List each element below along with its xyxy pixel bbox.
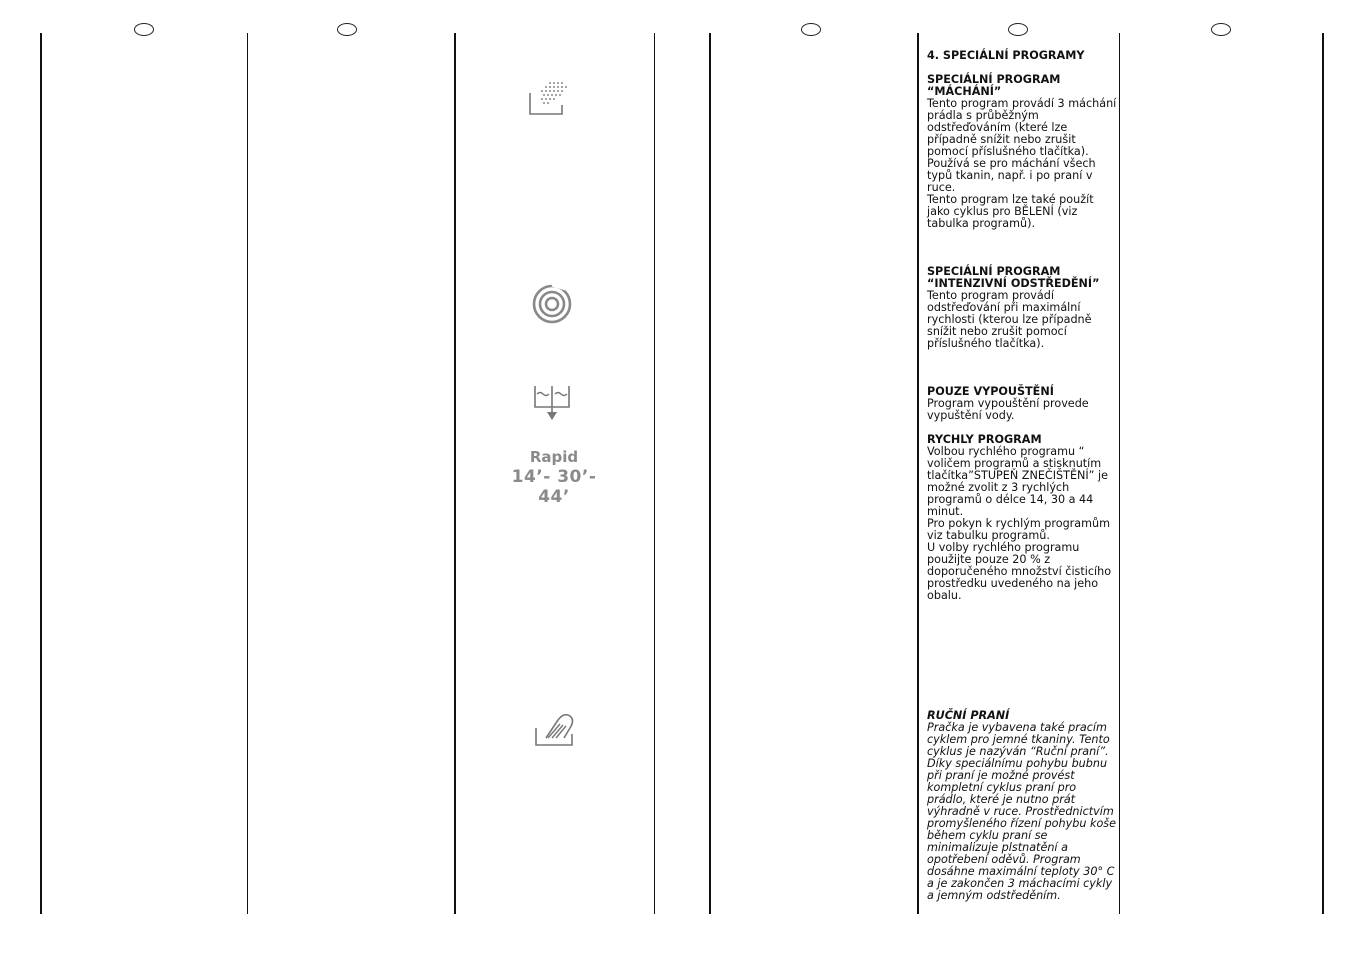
spin-heading-1: SPECIÁLNÍ PROGRAM bbox=[927, 265, 1061, 278]
rinse-heading-1: SPECIÁLNÍ PROGRAM bbox=[927, 73, 1061, 86]
quick-body-3: U volby rychlého programu použijte pouze 20 % z doporučeného množství čisticího prostředku uvedeného na jeho obalu. bbox=[927, 541, 1112, 602]
handwash-heading: RUČNÍ PRANÍ bbox=[927, 709, 1010, 722]
column-rule bbox=[1322, 33, 1324, 914]
spin-section bbox=[927, 266, 1117, 350]
rapid-times: 14’- 30’- 44’ bbox=[511, 467, 597, 507]
column-rule bbox=[1119, 33, 1120, 914]
handwash-body: Pračka je vybavena také pracím cyklem pro jemné tkaniny. Tento cyklus je nazýván “Ruční praní”. Díky speciálnímu pohybu bubnu při praní je možné provést kompletní cyklus praní pro prádlo, které je nutno prát výhradně v ruce. Prostřednictvím promyšleného řízení pohybu koše během cyklu praní se minimalizuje plstnatění a opotřebení oděvů. Program dosáhne maximální teploty 30° C a je zakončen 3 máchacími cykly a jemným odstředěním. bbox=[927, 721, 1117, 902]
handwash-icon bbox=[532, 708, 578, 750]
language-oval bbox=[1008, 23, 1028, 36]
rinse-section bbox=[927, 74, 1117, 230]
rinse-body-2: Tento program lze také použít jako cyklus pro BĚLENÍ (viz tabulka programů). bbox=[927, 193, 1094, 230]
language-oval bbox=[1211, 23, 1231, 36]
rinse-icon bbox=[526, 79, 570, 119]
column-rule bbox=[40, 33, 42, 914]
column-rule bbox=[654, 33, 655, 914]
spin-body: Tento program provádí odstřeďování při maximální rychlosti (kterou lze případně snížit nebo zrušit pomocí příslušného tlačítka). bbox=[927, 289, 1092, 350]
rinse-body-1: Tento program provádí 3 máchání prádla s průběžným odstřeďováním (které lze případně snížit nebo zrušit pomocí příslušného tlačítka). Používá se pro máchání všech typů tkanin, např. i po praní v ruce. bbox=[927, 97, 1117, 194]
quick-body-1: Volbou rychlého programu “ voličem programů a stisknutím tlačítka”STUPEŇ ZNEČIŠTĚNÍ” je možné zvolit z 3 rychlých programů o délce 14, 30 a 44 minut. bbox=[927, 445, 1109, 518]
rapid-label: Rapid bbox=[529, 448, 579, 466]
handwash-section bbox=[927, 710, 1117, 902]
drain-heading: POUZE VYPOUŠTĚNÍ bbox=[927, 385, 1054, 398]
language-oval bbox=[801, 23, 821, 36]
drain-body: Program vypouštění provede vypuštění vody. bbox=[927, 397, 1089, 422]
quick-body-2: Pro pokyn k rychlým programům viz tabulku programů. bbox=[927, 517, 1111, 542]
spin-heading-2: “INTENZIVNÍ ODSTŘEDĚNÍ” bbox=[927, 277, 1100, 290]
section-title: 4. SPECIÁLNÍ PROGRAMY bbox=[927, 49, 1085, 62]
language-oval bbox=[134, 23, 154, 36]
quick-heading: RYCHLY PROGRAM bbox=[927, 433, 1042, 446]
column-rule bbox=[454, 33, 456, 914]
drain-section bbox=[927, 386, 1117, 422]
quick-section bbox=[927, 434, 1117, 602]
spin-icon bbox=[531, 283, 573, 325]
column-rule bbox=[247, 33, 248, 914]
rinse-heading-2: “MÁCHÁNÍ” bbox=[927, 85, 1002, 98]
column-rule bbox=[709, 33, 711, 914]
language-oval bbox=[337, 23, 357, 36]
drain-icon bbox=[532, 383, 572, 423]
column-rule bbox=[917, 33, 919, 914]
